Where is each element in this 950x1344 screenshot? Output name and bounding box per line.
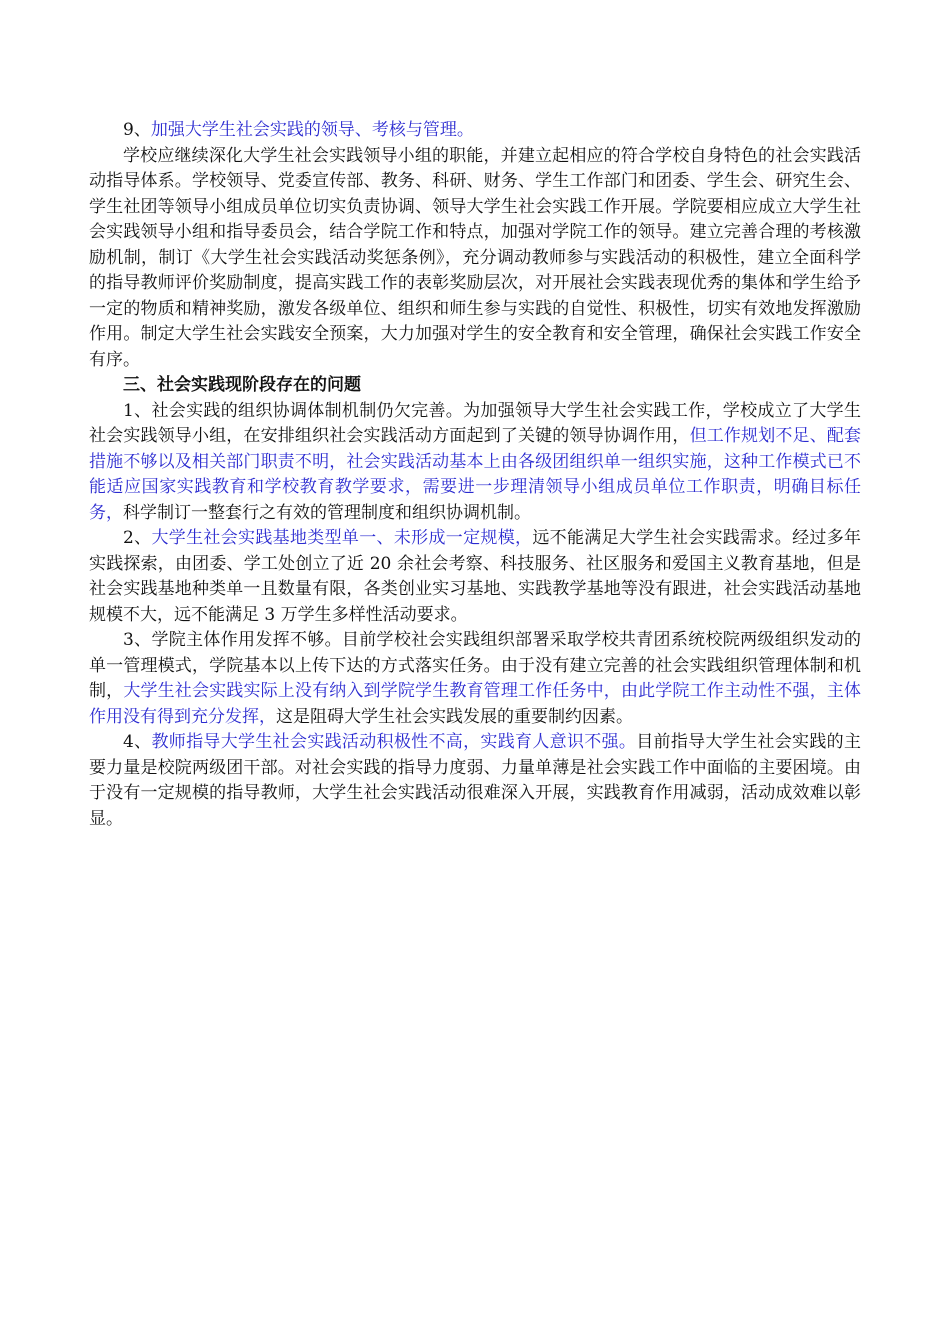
item-2-body: 远不能满足大学生社会实践需求。经过多年实践探索，由团委、学工处创立了近 20 余社会考察、科技服务、社区服务和爱国主义教育基地，但是社会实践基地种类单一且数量有限，各类创业实习基地、实践教学基地等没有跟进，社会实践活动基地规模不大，远不能满足 3 万学生多样性活动要求。	[89, 528, 862, 625]
document-page	[89, 118, 861, 832]
section-9-number: 9、	[123, 120, 151, 140]
item-1-highlight: 但工作规划不足、配套措施不够以及相关部门职责不明，社会实践活动基本上由各级团组织单一组织实施，这种工作模式已不能适应国家实践教育和学校教育教学要求，需要进一步理清领导小组成员单位工作职责，明确目标任务，	[89, 426, 862, 523]
item-3-paragraph	[89, 628, 861, 730]
item-2-highlight: 大学生社会实践基地类型单一、未形成一定规模，	[151, 528, 533, 548]
item-1-part-a: 1、社会实践的组织协调体制机制仍欠完善。为加强领导大学生社会实践工作，学校成立了大学生社会实践领导小组，在安排组织社会实践活动方面起到了关键的领导协调作用，	[89, 400, 861, 446]
item-3-part-a: 3、学院主体作用发挥不够。目前学校社会实践组织部署采取学校共青团系统校院两级组织发动的单一管理模式，学院基本以上传下达的方式落实任务。由于没有建立完善的社会实践组织管理体制和机制，	[89, 630, 861, 701]
section-9-title	[89, 118, 861, 144]
item-2-number: 2、	[123, 528, 152, 548]
section-9-title-text: 加强大学生社会实践的领导、考核与管理。	[150, 120, 474, 140]
item-1-part-c: 科学制订一整套行之有效的管理制度和组织协调机制。	[123, 502, 531, 523]
item-1-paragraph	[89, 399, 861, 527]
item-2-paragraph	[89, 526, 861, 628]
item-4-highlight: 教师指导大学生社会实践活动积极性不高，实践育人意识不强。	[151, 732, 637, 752]
item-3-part-c: 这是阻碍大学生社会实践发展的重要制约因素。	[276, 706, 633, 727]
section-3-heading: 三、社会实践现阶段存在的问题	[123, 375, 361, 395]
section-9-body: 学校应继续深化大学生社会实践领导小组的职能，并建立起相应的符合学校自身特色的社会实践活动指导体系。学校领导、党委宣传部、教务、科研、财务、学生工作部门和团委、学生会、研究生会、学生社团等领导小组成员单位切实负责协调、领导大学生社会实践工作开展。学院要相应成立大学生社会实践领导小组和指导委员会，结合学院工作和特点，加强对学院工作的领导。建立完善合理的考核激励机制，制订《大学生社会实践活动奖惩条例》，充分调动教师参与实践活动的积极性，建立全面科学的指导教师评价奖励制度，提高实践工作的表彰奖励层次，对开展社会实践表现优秀的集体和学生给予一定的物质和精神奖励，激发各级单位、组织和师生参与实践的自觉性、积极性，切实有效地发挥激励作用。制定大学生社会实践安全预案，大力加强对学生的安全教育和安全管理，确保社会实践工作安全有序。	[89, 145, 861, 370]
item-4-body: 目前指导大学生社会实践的主要力量是校院两级团干部。对社会实践的指导力度弱、力量单薄是社会实践工作中面临的主要困境。由于没有一定规模的指导教师，大学生社会实践活动很难深入开展，实践教育作用减弱，活动成效难以彰显。	[89, 732, 861, 829]
item-4-paragraph	[89, 730, 861, 832]
item-4-number: 4、	[123, 732, 152, 752]
item-3-highlight: 大学生社会实践实际上没有纳入到学院学生教育管理工作任务中，由此学院工作主动性不强，主体作用没有得到充分发挥，	[89, 681, 862, 727]
